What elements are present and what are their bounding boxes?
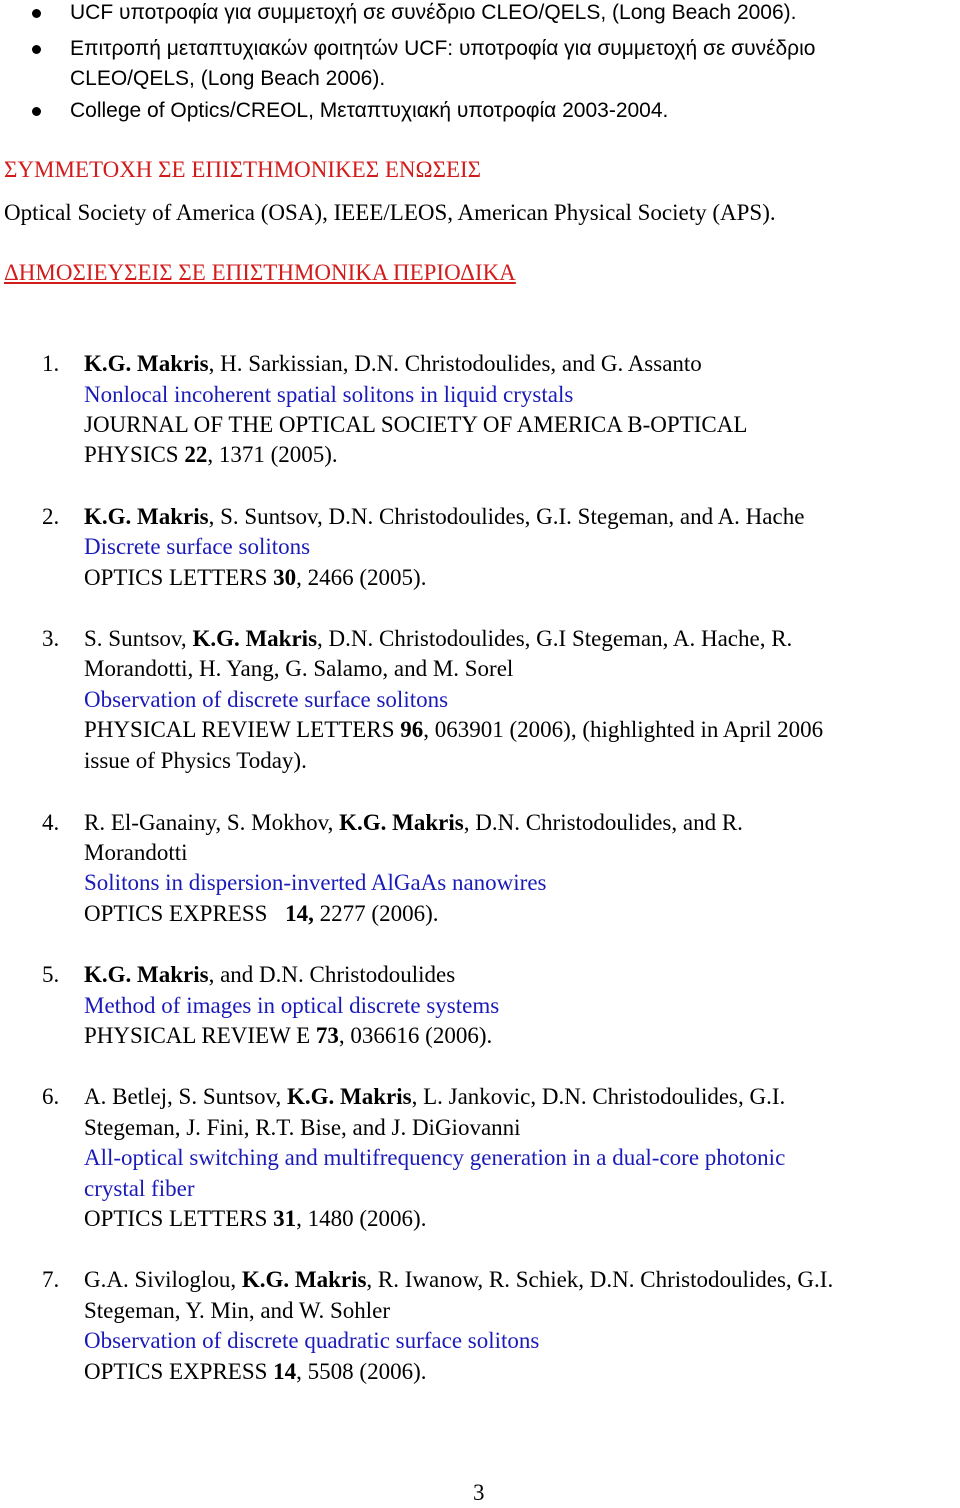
page-number: 3 bbox=[473, 1480, 485, 1505]
pub-6-title-b[interactable]: crystal fiber bbox=[84, 1176, 195, 1201]
pub-4-number: 4. bbox=[42, 810, 60, 835]
pub-2-number: 2. bbox=[42, 504, 60, 529]
pub-6-authors-b: Stegeman, J. Fini, R.T. Bise, and J. DiGiovanni bbox=[84, 1115, 521, 1140]
pub-5-title[interactable]: Method of images in optical discrete systems bbox=[84, 993, 500, 1018]
pub-7-authors-a: G.A. Siviloglou, K.G. Makris, R. Iwanow, R. Schiek, D.N. Christodoulides, G.I. bbox=[84, 1267, 834, 1292]
pub-7-title[interactable]: Observation of discrete quadratic surface solitons bbox=[84, 1328, 540, 1353]
pub-2-authors: K.G. Makris, S. Suntsov, D.N. Christodoulides, G.I. Stegeman, and A. Hache bbox=[84, 504, 805, 529]
bullet-text-3: College of Optics/CREOL, Μεταπτυχιακή υποτροφία 2003-2004. bbox=[70, 99, 669, 122]
bullet-text-1: UCF υποτροφία για συμμετοχή σε συνέδριο CLEO/QELS, (Long Beach 2006). bbox=[70, 1, 797, 24]
pub-1-journal-a: JOURNAL OF THE OPTICAL SOCIETY OF AMERICA B-OPTICAL bbox=[84, 412, 748, 437]
pub-4-title[interactable]: Solitons in dispersion-inverted AlGaAs nanowires bbox=[84, 870, 547, 895]
bullet-dot-2 bbox=[32, 45, 41, 54]
pub-4-journal: OPTICS EXPRESS 14, 2277 (2006). bbox=[84, 901, 439, 926]
bullet-dot-1 bbox=[32, 9, 41, 18]
pub-1-title[interactable]: Nonlocal incoherent spatial solitons in liquid crystals bbox=[84, 382, 574, 407]
pub-6-number: 6. bbox=[42, 1084, 60, 1109]
bullet-text-2b: CLEO/QELS, (Long Beach 2006). bbox=[70, 67, 386, 90]
bullet-text-2a: Επιτροπή μεταπτυχιακών φοιτητών UCF: υποτροφία για συμμετοχή σε συνέδριο bbox=[70, 37, 816, 60]
pub-7-authors-b: Stegeman, Y. Min, and W. Sohler bbox=[84, 1298, 391, 1323]
pub-5-journal: PHYSICAL REVIEW E 73, 036616 (2006). bbox=[84, 1023, 493, 1048]
pub-4-authors-b: Morandotti bbox=[84, 840, 188, 865]
pub-5-authors: K.G. Makris, and D.N. Christodoulides bbox=[84, 962, 456, 987]
pub-1-authors: K.G. Makris, H. Sarkissian, D.N. Christodoulides, and G. Assanto bbox=[84, 351, 702, 376]
pub-3-number: 3. bbox=[42, 626, 60, 651]
publications-heading: ΔΗΜΟΣΙΕΥΣΕΙΣ ΣΕ ΕΠΙΣΤΗΜΟΝΙΚΑ ΠΕΡΙΟΔΙΚΑ bbox=[4, 260, 516, 285]
pub-6-authors-a: A. Betlej, S. Suntsov, K.G. Makris, L. Jankovic, D.N. Christodoulides, G.I. bbox=[84, 1084, 786, 1109]
pub-1-number: 1. bbox=[42, 351, 60, 376]
pub-5-number: 5. bbox=[42, 962, 60, 987]
pub-6-journal: OPTICS LETTERS 31, 1480 (2006). bbox=[84, 1206, 427, 1231]
pub-2-journal: OPTICS LETTERS 30, 2466 (2005). bbox=[84, 565, 427, 590]
pub-7-number: 7. bbox=[42, 1267, 60, 1292]
pub-3-journal-a: PHYSICAL REVIEW LETTERS 96, 063901 (2006), (highlighted in April 2006 bbox=[84, 717, 824, 742]
memberships-text: Optical Society of America (OSA), IEEE/LEOS, American Physical Society (APS). bbox=[4, 200, 776, 225]
pub-6-title-a[interactable]: All-optical switching and multifrequency generation in a dual-core photonic bbox=[84, 1145, 786, 1170]
pub-3-journal-b: issue of Physics Today). bbox=[84, 748, 307, 773]
pub-1-journal-b: PHYSICS 22, 1371 (2005). bbox=[84, 442, 338, 467]
memberships-heading: ΣΥΜΜΕΤΟΧΗ ΣΕ ΕΠΙΣΤΗΜΟΝΙΚΕΣ ΕΝΩΣΕΙΣ bbox=[4, 157, 482, 182]
pub-3-title[interactable]: Observation of discrete surface solitons bbox=[84, 687, 449, 712]
pub-2-title[interactable]: Discrete surface solitons bbox=[84, 534, 311, 559]
pub-3-authors-a: S. Suntsov, K.G. Makris, D.N. Christodoulides, G.I Stegeman, A. Hache, R. bbox=[84, 626, 793, 651]
pub-4-authors-a: R. El-Ganainy, S. Mokhov, K.G. Makris, D.N. Christodoulides, and R. bbox=[84, 810, 743, 835]
bullet-dot-3 bbox=[32, 107, 41, 116]
pub-7-journal: OPTICS EXPRESS 14, 5508 (2006). bbox=[84, 1359, 427, 1384]
pub-3-authors-b: Morandotti, H. Yang, G. Salamo, and M. Sorel bbox=[84, 656, 514, 681]
